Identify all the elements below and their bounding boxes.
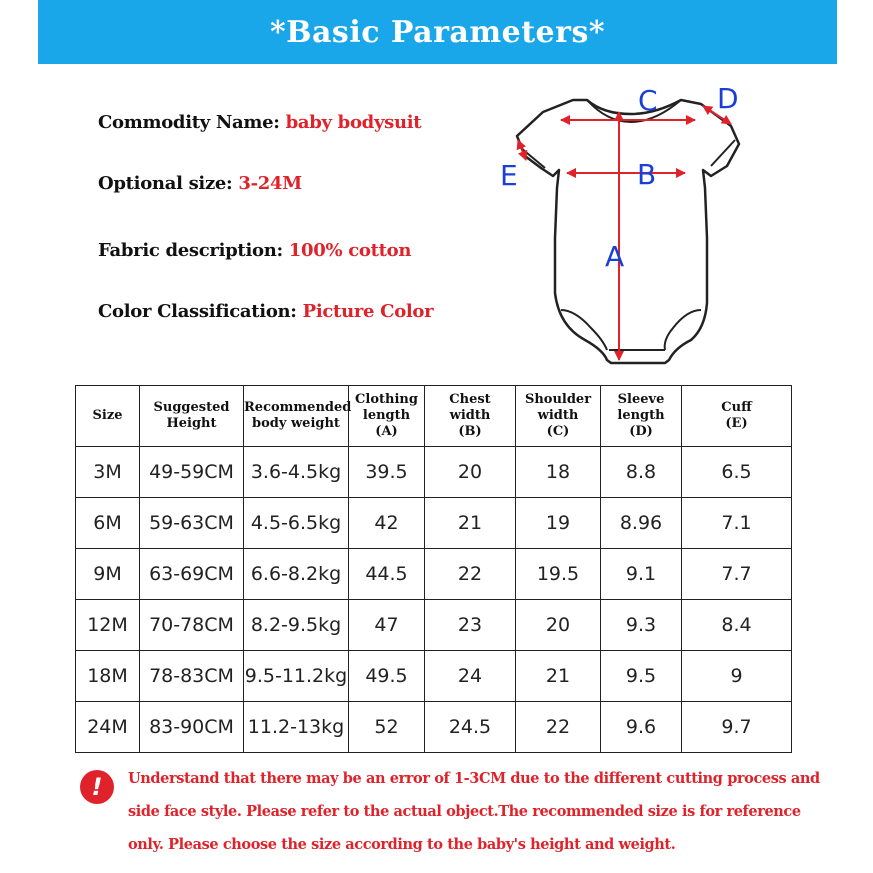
table-cell: 63-69CM bbox=[140, 549, 244, 600]
table-cell: 9.5-11.2kg bbox=[244, 651, 349, 702]
table-header-text: Cuff bbox=[721, 400, 752, 415]
measure-label-e: E bbox=[500, 159, 518, 192]
table-header-cell bbox=[516, 386, 601, 447]
table-cell: 23 bbox=[425, 600, 516, 651]
table-cell: 8.8 bbox=[601, 447, 682, 498]
table-header-text: length bbox=[617, 408, 665, 423]
measure-label-d: D bbox=[717, 82, 739, 115]
table-cell: 7.7 bbox=[682, 549, 792, 600]
param-optional-size bbox=[98, 173, 302, 194]
param-fabric-description bbox=[98, 240, 411, 261]
table-header-text: Sleeve bbox=[617, 392, 665, 407]
table-cell: 39.5 bbox=[349, 447, 425, 498]
param-commodity-name bbox=[98, 112, 421, 133]
table-cell: 20 bbox=[516, 600, 601, 651]
param-value: 3-24M bbox=[238, 173, 302, 194]
table-cell: 59-63CM bbox=[140, 498, 244, 549]
table-cell: 47 bbox=[349, 600, 425, 651]
table-row bbox=[76, 447, 792, 498]
table-row bbox=[76, 600, 792, 651]
table-cell: 6.5 bbox=[682, 447, 792, 498]
table-header-text: Recommended bbox=[244, 400, 352, 415]
param-value: Picture Color bbox=[302, 301, 434, 322]
neck-band bbox=[587, 100, 681, 122]
table-header-cell bbox=[140, 386, 244, 447]
measure-label-b: B bbox=[637, 158, 657, 191]
table-cell: 4.5-6.5kg bbox=[244, 498, 349, 549]
table-cell: 3.6-4.5kg bbox=[244, 447, 349, 498]
param-label: Commodity Name: bbox=[98, 112, 280, 133]
table-header-text: Suggested bbox=[153, 400, 230, 415]
table-cell: 20 bbox=[425, 447, 516, 498]
table-cell: 18 bbox=[516, 447, 601, 498]
table-cell: 3M bbox=[76, 447, 140, 498]
table-cell: 11.2-13kg bbox=[244, 702, 349, 753]
table-header-cell bbox=[244, 386, 352, 447]
table-cell: 8.4 bbox=[682, 600, 792, 651]
table-header-text: (E) bbox=[725, 416, 748, 431]
table-header-cell bbox=[601, 386, 682, 447]
table-header-text: Chest bbox=[449, 392, 491, 407]
table-cell: 9M bbox=[76, 549, 140, 600]
param-label: Fabric description: bbox=[98, 240, 283, 261]
table-cell: 9.1 bbox=[601, 549, 682, 600]
param-label: Color Classification: bbox=[98, 301, 297, 322]
param-value: 100% cotton bbox=[288, 240, 412, 261]
table-cell: 21 bbox=[425, 498, 516, 549]
table-header-row bbox=[76, 386, 792, 447]
disclaimer-note bbox=[128, 762, 820, 861]
left-leg-opening bbox=[561, 310, 607, 350]
table-cell: 42 bbox=[349, 498, 425, 549]
measure-label-a: A bbox=[605, 240, 625, 273]
table-cell: 24.5 bbox=[425, 702, 516, 753]
table-cell: 9 bbox=[682, 651, 792, 702]
table-header-cell bbox=[425, 386, 516, 447]
table-header-text: (B) bbox=[458, 424, 482, 439]
param-color-classification bbox=[98, 301, 433, 322]
disclaimer-line: Understand that there may be an error of 1-3CM due to the different cutting process and bbox=[128, 770, 820, 787]
table-header-cell bbox=[349, 386, 425, 447]
table-cell: 9.5 bbox=[601, 651, 682, 702]
table-cell: 24 bbox=[425, 651, 516, 702]
table-cell: 22 bbox=[516, 702, 601, 753]
table-cell: 9.3 bbox=[601, 600, 682, 651]
table-header-cell bbox=[682, 386, 792, 447]
table-row bbox=[76, 498, 792, 549]
table-cell: 6.6-8.2kg bbox=[244, 549, 349, 600]
table-row bbox=[76, 702, 792, 753]
table-cell: 24M bbox=[76, 702, 140, 753]
table-cell: 6M bbox=[76, 498, 140, 549]
table-cell: 49.5 bbox=[349, 651, 425, 702]
table-cell: 22 bbox=[425, 549, 516, 600]
table-cell: 9.6 bbox=[601, 702, 682, 753]
table-header-text: Shoulder bbox=[524, 392, 592, 407]
table-cell: 52 bbox=[349, 702, 425, 753]
table-cell: 19 bbox=[516, 498, 601, 549]
bodysuit-measurement-diagram bbox=[495, 78, 755, 378]
table-cell: 49-59CM bbox=[140, 447, 244, 498]
table-header-text: width bbox=[537, 408, 579, 423]
table-header-text: (A) bbox=[375, 424, 398, 439]
table-cell: 44.5 bbox=[349, 549, 425, 600]
table-header-text: Clothing bbox=[355, 392, 418, 407]
table-cell: 12M bbox=[76, 600, 140, 651]
table-header-text: length bbox=[362, 408, 411, 423]
table-cell: 83-90CM bbox=[140, 702, 244, 753]
table-cell: 9.7 bbox=[682, 702, 792, 753]
table-header-text: Height bbox=[166, 416, 217, 431]
table-header-cell bbox=[76, 386, 140, 447]
warning-icon: ! bbox=[80, 770, 114, 804]
table-cell: 19.5 bbox=[516, 549, 601, 600]
bodysuit-outline bbox=[517, 100, 739, 363]
table-cell: 18M bbox=[76, 651, 140, 702]
table-header-text: Size bbox=[92, 408, 123, 423]
table-header-text: (D) bbox=[629, 424, 653, 439]
table-row bbox=[76, 651, 792, 702]
table-cell: 70-78CM bbox=[140, 600, 244, 651]
banner-title: *Basic Parameters* bbox=[269, 14, 606, 50]
size-chart-table bbox=[75, 385, 792, 753]
table-row bbox=[76, 549, 792, 600]
disclaimer-line: only. Please choose the size according to the baby's height and weight. bbox=[128, 836, 676, 853]
param-label: Optional size: bbox=[98, 173, 233, 194]
disclaimer-line: side face style. Please refer to the actual object.The recommended size is for reference bbox=[128, 803, 801, 820]
table-cell: 8.96 bbox=[601, 498, 682, 549]
banner bbox=[38, 0, 837, 64]
table-header-text: body weight bbox=[252, 416, 340, 431]
right-cuff-line bbox=[711, 140, 735, 166]
param-value: baby bodysuit bbox=[285, 112, 422, 133]
table-cell: 21 bbox=[516, 651, 601, 702]
table-cell: 78-83CM bbox=[140, 651, 244, 702]
measure-label-c: C bbox=[638, 84, 658, 117]
table-header-text: (C) bbox=[546, 424, 570, 439]
table-header-text: width bbox=[449, 408, 491, 423]
table-cell: 8.2-9.5kg bbox=[244, 600, 349, 651]
table-cell: 7.1 bbox=[682, 498, 792, 549]
